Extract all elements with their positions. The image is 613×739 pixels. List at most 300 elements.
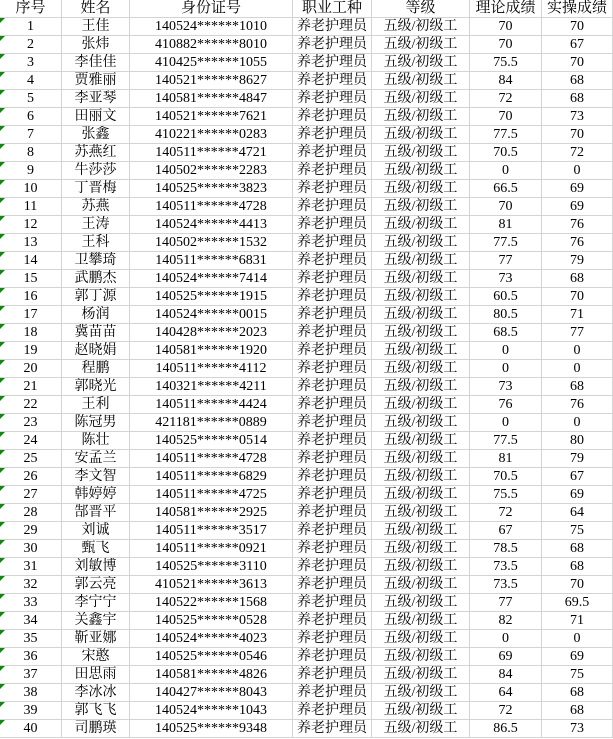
cell-seq[interactable]: 35 <box>0 630 62 648</box>
cell-seq[interactable]: 8 <box>0 144 62 162</box>
cell-seq[interactable]: 25 <box>0 450 62 468</box>
cell-seq[interactable]: 6 <box>0 108 62 126</box>
header-id-number[interactable]: 身份证号 <box>130 0 293 18</box>
cell-occupation[interactable]: 养老护理员 <box>293 252 372 270</box>
cell-occupation[interactable]: 养老护理员 <box>293 666 372 684</box>
cell-seq[interactable]: 1 <box>0 18 62 36</box>
cell-id-number[interactable]: 140524******4413 <box>130 216 293 234</box>
cell-name[interactable]: 李佳佳 <box>62 54 130 72</box>
cell-seq[interactable]: 7 <box>0 126 62 144</box>
cell-name[interactable]: 李亚琴 <box>62 90 130 108</box>
cell-name[interactable]: 卫攀琦 <box>62 252 130 270</box>
cell-theory-score[interactable]: 81 <box>470 216 542 234</box>
cell-id-number[interactable]: 421181******0889 <box>130 414 293 432</box>
cell-seq[interactable]: 39 <box>0 702 62 720</box>
cell-occupation[interactable]: 养老护理员 <box>293 630 372 648</box>
cell-seq[interactable]: 4 <box>0 72 62 90</box>
cell-practical-score[interactable]: 77 <box>542 324 613 342</box>
cell-seq[interactable]: 19 <box>0 342 62 360</box>
cell-level[interactable]: 五级/初级工 <box>372 198 470 216</box>
cell-level[interactable]: 五级/初级工 <box>372 414 470 432</box>
cell-practical-score[interactable]: 0 <box>542 360 613 378</box>
cell-id-number[interactable]: 410221******0283 <box>130 126 293 144</box>
cell-practical-score[interactable]: 0 <box>542 162 613 180</box>
cell-level[interactable]: 五级/初级工 <box>372 576 470 594</box>
cell-level[interactable]: 五级/初级工 <box>372 180 470 198</box>
cell-name[interactable]: 程鹏 <box>62 360 130 378</box>
cell-theory-score[interactable]: 69 <box>470 648 542 666</box>
cell-occupation[interactable]: 养老护理员 <box>293 576 372 594</box>
cell-id-number[interactable]: 140525******0546 <box>130 648 293 666</box>
cell-occupation[interactable]: 养老护理员 <box>293 378 372 396</box>
cell-name[interactable]: 陈壮 <box>62 432 130 450</box>
cell-seq[interactable]: 24 <box>0 432 62 450</box>
cell-level[interactable]: 五级/初级工 <box>372 558 470 576</box>
cell-seq[interactable]: 31 <box>0 558 62 576</box>
header-name[interactable]: 姓名 <box>62 0 130 18</box>
cell-level[interactable]: 五级/初级工 <box>372 648 470 666</box>
cell-seq[interactable]: 22 <box>0 396 62 414</box>
cell-practical-score[interactable]: 69 <box>542 198 613 216</box>
cell-name[interactable]: 冀苗苗 <box>62 324 130 342</box>
cell-practical-score[interactable]: 73 <box>542 720 613 738</box>
cell-level[interactable]: 五级/初级工 <box>372 54 470 72</box>
cell-theory-score[interactable]: 60.5 <box>470 288 542 306</box>
cell-practical-score[interactable]: 79 <box>542 450 613 468</box>
cell-name[interactable]: 王涛 <box>62 216 130 234</box>
cell-practical-score[interactable]: 68 <box>542 558 613 576</box>
cell-occupation[interactable]: 养老护理员 <box>293 144 372 162</box>
cell-name[interactable]: 李宁宁 <box>62 594 130 612</box>
cell-occupation[interactable]: 养老护理员 <box>293 486 372 504</box>
cell-practical-score[interactable]: 68 <box>542 90 613 108</box>
cell-id-number[interactable]: 140581******2925 <box>130 504 293 522</box>
cell-level[interactable]: 五级/初级工 <box>372 522 470 540</box>
header-level[interactable]: 等级 <box>372 0 470 18</box>
cell-level[interactable]: 五级/初级工 <box>372 162 470 180</box>
cell-level[interactable]: 五级/初级工 <box>372 468 470 486</box>
cell-practical-score[interactable]: 76 <box>542 234 613 252</box>
cell-level[interactable]: 五级/初级工 <box>372 504 470 522</box>
cell-level[interactable]: 五级/初级工 <box>372 324 470 342</box>
cell-name[interactable]: 郭晓光 <box>62 378 130 396</box>
cell-id-number[interactable]: 140525******0528 <box>130 612 293 630</box>
cell-level[interactable]: 五级/初级工 <box>372 450 470 468</box>
cell-theory-score[interactable]: 77.5 <box>470 432 542 450</box>
cell-level[interactable]: 五级/初级工 <box>372 432 470 450</box>
cell-practical-score[interactable]: 75 <box>542 666 613 684</box>
cell-level[interactable]: 五级/初级工 <box>372 666 470 684</box>
cell-seq[interactable]: 40 <box>0 720 62 738</box>
cell-id-number[interactable]: 140524******0015 <box>130 306 293 324</box>
cell-seq[interactable]: 30 <box>0 540 62 558</box>
cell-level[interactable]: 五级/初级工 <box>372 144 470 162</box>
cell-occupation[interactable]: 养老护理员 <box>293 468 372 486</box>
cell-seq[interactable]: 17 <box>0 306 62 324</box>
cell-occupation[interactable]: 养老护理员 <box>293 504 372 522</box>
cell-practical-score[interactable]: 0 <box>542 414 613 432</box>
cell-id-number[interactable]: 140428******2023 <box>130 324 293 342</box>
cell-theory-score[interactable]: 73 <box>470 270 542 288</box>
cell-occupation[interactable]: 养老护理员 <box>293 54 372 72</box>
cell-practical-score[interactable]: 69 <box>542 180 613 198</box>
cell-practical-score[interactable]: 68 <box>542 378 613 396</box>
cell-id-number[interactable]: 140511******6829 <box>130 468 293 486</box>
cell-level[interactable]: 五级/初级工 <box>372 486 470 504</box>
cell-occupation[interactable]: 养老护理员 <box>293 72 372 90</box>
cell-occupation[interactable]: 养老护理员 <box>293 288 372 306</box>
cell-practical-score[interactable]: 0 <box>542 630 613 648</box>
cell-id-number[interactable]: 140525******0514 <box>130 432 293 450</box>
stored-as-text-indicator-icon <box>0 144 5 149</box>
cell-practical-score[interactable]: 68 <box>542 72 613 90</box>
cell-name[interactable]: 牛莎莎 <box>62 162 130 180</box>
cell-id-number[interactable]: 140511******4728 <box>130 198 293 216</box>
cell-theory-score[interactable]: 70.5 <box>470 144 542 162</box>
cell-id-number[interactable]: 140524******7414 <box>130 270 293 288</box>
stored-as-text-indicator-icon <box>0 540 5 545</box>
cell-id-number[interactable]: 410425******1055 <box>130 54 293 72</box>
cell-practical-score[interactable]: 69.5 <box>542 594 613 612</box>
cell-theory-score[interactable]: 72 <box>470 90 542 108</box>
cell-practical-score[interactable]: 68 <box>542 270 613 288</box>
cell-practical-score[interactable]: 72 <box>542 144 613 162</box>
cell-occupation[interactable]: 养老护理员 <box>293 522 372 540</box>
stored-as-text-indicator-icon <box>0 702 5 707</box>
cell-theory-score[interactable]: 77.5 <box>470 234 542 252</box>
stored-as-text-indicator-icon <box>0 576 5 581</box>
cell-id-number[interactable]: 140427******8043 <box>130 684 293 702</box>
cell-name[interactable]: 苏燕红 <box>62 144 130 162</box>
cell-seq[interactable]: 33 <box>0 594 62 612</box>
cell-occupation[interactable]: 养老护理员 <box>293 234 372 252</box>
cell-name[interactable]: 宋憨 <box>62 648 130 666</box>
cell-name[interactable]: 丁晋梅 <box>62 180 130 198</box>
cell-name[interactable]: 武鹏杰 <box>62 270 130 288</box>
cell-occupation[interactable]: 养老护理员 <box>293 162 372 180</box>
cell-level[interactable]: 五级/初级工 <box>372 306 470 324</box>
cell-name[interactable]: 杨润 <box>62 306 130 324</box>
cell-name[interactable]: 郜晋平 <box>62 504 130 522</box>
cell-id-number[interactable]: 140525******3823 <box>130 180 293 198</box>
cell-name[interactable]: 贾雅丽 <box>62 72 130 90</box>
cell-seq[interactable]: 10 <box>0 180 62 198</box>
cell-id-number[interactable]: 140511******0921 <box>130 540 293 558</box>
cell-name[interactable]: 刘敏博 <box>62 558 130 576</box>
cell-occupation[interactable]: 养老护理员 <box>293 720 372 738</box>
cell-level[interactable]: 五级/初级工 <box>372 18 470 36</box>
cell-theory-score[interactable]: 82 <box>470 612 542 630</box>
cell-seq[interactable]: 29 <box>0 522 62 540</box>
cell-name[interactable]: 司鹏瑛 <box>62 720 130 738</box>
cell-theory-score[interactable]: 73 <box>470 378 542 396</box>
cell-level[interactable]: 五级/初级工 <box>372 288 470 306</box>
cell-theory-score[interactable]: 76 <box>470 396 542 414</box>
cell-theory-score[interactable]: 84 <box>470 666 542 684</box>
cell-theory-score[interactable]: 75.5 <box>470 54 542 72</box>
cell-seq[interactable]: 20 <box>0 360 62 378</box>
cell-seq[interactable]: 18 <box>0 324 62 342</box>
cell-theory-score[interactable]: 86.5 <box>470 720 542 738</box>
cell-seq[interactable]: 23 <box>0 414 62 432</box>
cell-theory-score[interactable]: 70 <box>470 108 542 126</box>
cell-id-number[interactable]: 140511******4725 <box>130 486 293 504</box>
cell-seq[interactable]: 36 <box>0 648 62 666</box>
cell-occupation[interactable]: 养老护理员 <box>293 270 372 288</box>
cell-seq[interactable]: 34 <box>0 612 62 630</box>
cell-theory-score[interactable]: 73.5 <box>470 576 542 594</box>
cell-name[interactable]: 关鑫宇 <box>62 612 130 630</box>
cell-id-number[interactable]: 140511******4112 <box>130 360 293 378</box>
cell-level[interactable]: 五级/初级工 <box>372 234 470 252</box>
cell-name[interactable]: 刘诚 <box>62 522 130 540</box>
cell-practical-score[interactable]: 69 <box>542 486 613 504</box>
cell-occupation[interactable]: 养老护理员 <box>293 414 372 432</box>
cell-name[interactable]: 靳亚娜 <box>62 630 130 648</box>
cell-seq[interactable]: 28 <box>0 504 62 522</box>
cell-occupation[interactable]: 养老护理员 <box>293 18 372 36</box>
cell-id-number[interactable]: 140521******8627 <box>130 72 293 90</box>
cell-practical-score[interactable]: 80 <box>542 432 613 450</box>
cell-practical-score[interactable]: 69 <box>542 648 613 666</box>
cell-seq[interactable]: 12 <box>0 216 62 234</box>
cell-seq[interactable]: 26 <box>0 468 62 486</box>
stored-as-text-indicator-icon <box>0 432 5 437</box>
cell-id-number[interactable]: 140524******1010 <box>130 18 293 36</box>
cell-practical-score[interactable]: 68 <box>542 540 613 558</box>
cell-practical-score[interactable]: 75 <box>542 522 613 540</box>
cell-occupation[interactable]: 养老护理员 <box>293 108 372 126</box>
cell-theory-score[interactable]: 75.5 <box>470 486 542 504</box>
cell-level[interactable]: 五级/初级工 <box>372 612 470 630</box>
cell-occupation[interactable]: 养老护理员 <box>293 396 372 414</box>
cell-id-number[interactable]: 140511******4728 <box>130 450 293 468</box>
cell-practical-score[interactable]: 68 <box>542 684 613 702</box>
cell-practical-score[interactable]: 70 <box>542 288 613 306</box>
cell-theory-score[interactable]: 67 <box>470 522 542 540</box>
cell-practical-score[interactable]: 71 <box>542 306 613 324</box>
cell-level[interactable]: 五级/初级工 <box>372 378 470 396</box>
cell-level[interactable]: 五级/初级工 <box>372 684 470 702</box>
cell-name[interactable]: 张鑫 <box>62 126 130 144</box>
stored-as-text-indicator-icon <box>0 126 5 131</box>
cell-level[interactable]: 五级/初级工 <box>372 720 470 738</box>
cell-level[interactable]: 五级/初级工 <box>372 342 470 360</box>
cell-name[interactable]: 田思雨 <box>62 666 130 684</box>
cell-name[interactable]: 苏燕 <box>62 198 130 216</box>
cell-id-number[interactable]: 140511******3517 <box>130 522 293 540</box>
cell-level[interactable]: 五级/初级工 <box>372 630 470 648</box>
cell-occupation[interactable]: 养老护理员 <box>293 216 372 234</box>
cell-practical-score[interactable]: 70 <box>542 18 613 36</box>
stored-as-text-indicator-icon <box>0 558 5 563</box>
cell-occupation[interactable]: 养老护理员 <box>293 360 372 378</box>
cell-id-number[interactable]: 140521******7621 <box>130 108 293 126</box>
cell-theory-score[interactable]: 68.5 <box>470 324 542 342</box>
cell-theory-score[interactable]: 80.5 <box>470 306 542 324</box>
cell-theory-score[interactable]: 0 <box>470 630 542 648</box>
cell-seq[interactable]: 2 <box>0 36 62 54</box>
cell-seq[interactable]: 32 <box>0 576 62 594</box>
cell-seq[interactable]: 37 <box>0 666 62 684</box>
cell-occupation[interactable]: 养老护理员 <box>293 126 372 144</box>
cell-name[interactable]: 王利 <box>62 396 130 414</box>
cell-practical-score[interactable]: 76 <box>542 396 613 414</box>
cell-id-number[interactable]: 410521******3613 <box>130 576 293 594</box>
cell-theory-score[interactable]: 78.5 <box>470 540 542 558</box>
cell-theory-score[interactable]: 73.5 <box>470 558 542 576</box>
header-practical-score[interactable]: 实操成绩 <box>542 0 613 18</box>
cell-id-number[interactable]: 140525******3110 <box>130 558 293 576</box>
cell-occupation[interactable]: 养老护理员 <box>293 594 372 612</box>
cell-seq[interactable]: 9 <box>0 162 62 180</box>
cell-level[interactable]: 五级/初级工 <box>372 270 470 288</box>
cell-occupation[interactable]: 养老护理员 <box>293 558 372 576</box>
header-theory-score[interactable]: 理论成绩 <box>470 0 542 18</box>
cell-name[interactable]: 陈冠男 <box>62 414 130 432</box>
cell-id-number[interactable]: 140581******4847 <box>130 90 293 108</box>
cell-occupation[interactable]: 养老护理员 <box>293 450 372 468</box>
cell-name[interactable]: 赵晓娟 <box>62 342 130 360</box>
stored-as-text-indicator-icon <box>0 90 5 95</box>
cell-theory-score[interactable]: 72 <box>470 702 542 720</box>
cell-theory-score[interactable]: 0 <box>470 162 542 180</box>
cell-theory-score[interactable]: 70.5 <box>470 468 542 486</box>
cell-practical-score[interactable]: 73 <box>542 108 613 126</box>
stored-as-text-indicator-icon <box>0 18 5 23</box>
stored-as-text-indicator-icon <box>0 36 5 41</box>
cell-id-number[interactable]: 140502******2283 <box>130 162 293 180</box>
cell-seq[interactable]: 21 <box>0 378 62 396</box>
cell-theory-score[interactable]: 77 <box>470 252 542 270</box>
cell-id-number[interactable]: 140511******4424 <box>130 396 293 414</box>
cell-occupation[interactable]: 养老护理员 <box>293 306 372 324</box>
cell-theory-score[interactable]: 81 <box>470 450 542 468</box>
header-seq[interactable]: 序号 <box>0 0 62 18</box>
cell-name[interactable]: 田丽文 <box>62 108 130 126</box>
cell-occupation[interactable]: 养老护理员 <box>293 180 372 198</box>
cell-occupation[interactable]: 养老护理员 <box>293 540 372 558</box>
cell-name[interactable]: 郭丁源 <box>62 288 130 306</box>
cell-id-number[interactable]: 140511******4721 <box>130 144 293 162</box>
stored-as-text-indicator-icon <box>0 162 5 167</box>
cell-level[interactable]: 五级/初级工 <box>372 594 470 612</box>
cell-occupation[interactable]: 养老护理员 <box>293 612 372 630</box>
cell-practical-score[interactable]: 76 <box>542 216 613 234</box>
cell-id-number[interactable]: 140581******4826 <box>130 666 293 684</box>
cell-level[interactable]: 五级/初级工 <box>372 216 470 234</box>
cell-theory-score[interactable]: 70 <box>470 18 542 36</box>
cell-level[interactable]: 五级/初级工 <box>372 360 470 378</box>
cell-practical-score[interactable]: 71 <box>542 612 613 630</box>
cell-id-number[interactable]: 140522******1568 <box>130 594 293 612</box>
cell-occupation[interactable]: 养老护理员 <box>293 324 372 342</box>
cell-level[interactable]: 五级/初级工 <box>372 72 470 90</box>
cell-theory-score[interactable]: 0 <box>470 414 542 432</box>
cell-id-number[interactable]: 140502******1532 <box>130 234 293 252</box>
cell-name[interactable]: 韩婷婷 <box>62 486 130 504</box>
cell-theory-score[interactable]: 70 <box>470 36 542 54</box>
cell-seq[interactable]: 11 <box>0 198 62 216</box>
cell-level[interactable]: 五级/初级工 <box>372 702 470 720</box>
cell-theory-score[interactable]: 77 <box>470 594 542 612</box>
cell-theory-score[interactable]: 0 <box>470 360 542 378</box>
stored-as-text-indicator-icon <box>0 72 5 77</box>
cell-practical-score[interactable]: 79 <box>542 252 613 270</box>
cell-seq[interactable]: 13 <box>0 234 62 252</box>
cell-practical-score[interactable]: 0 <box>542 342 613 360</box>
cell-theory-score[interactable]: 0 <box>470 342 542 360</box>
cell-name[interactable]: 王科 <box>62 234 130 252</box>
cell-practical-score[interactable]: 64 <box>542 504 613 522</box>
cell-name[interactable]: 王佳 <box>62 18 130 36</box>
cell-name[interactable]: 安孟兰 <box>62 450 130 468</box>
cell-name[interactable]: 李冰冰 <box>62 684 130 702</box>
cell-practical-score[interactable]: 67 <box>542 36 613 54</box>
cell-theory-score[interactable]: 64 <box>470 684 542 702</box>
cell-theory-score[interactable]: 84 <box>470 72 542 90</box>
cell-practical-score[interactable]: 70 <box>542 576 613 594</box>
cell-level[interactable]: 五级/初级工 <box>372 108 470 126</box>
cell-seq[interactable]: 16 <box>0 288 62 306</box>
cell-theory-score[interactable]: 66.5 <box>470 180 542 198</box>
cell-level[interactable]: 五级/初级工 <box>372 252 470 270</box>
cell-id-number[interactable]: 140321******4211 <box>130 378 293 396</box>
cell-occupation[interactable]: 养老护理员 <box>293 648 372 666</box>
cell-occupation[interactable]: 养老护理员 <box>293 702 372 720</box>
cell-theory-score[interactable]: 77.5 <box>470 126 542 144</box>
cell-seq[interactable]: 38 <box>0 684 62 702</box>
cell-name[interactable]: 郭飞飞 <box>62 702 130 720</box>
cell-occupation[interactable]: 养老护理员 <box>293 198 372 216</box>
cell-seq[interactable]: 14 <box>0 252 62 270</box>
cell-level[interactable]: 五级/初级工 <box>372 540 470 558</box>
cell-level[interactable]: 五级/初级工 <box>372 90 470 108</box>
cell-id-number[interactable]: 140524******1043 <box>130 702 293 720</box>
cell-id-number[interactable]: 410882******8010 <box>130 36 293 54</box>
cell-id-number[interactable]: 140525******1915 <box>130 288 293 306</box>
cell-level[interactable]: 五级/初级工 <box>372 396 470 414</box>
cell-level[interactable]: 五级/初级工 <box>372 126 470 144</box>
cell-theory-score[interactable]: 70 <box>470 198 542 216</box>
cell-seq[interactable]: 5 <box>0 90 62 108</box>
cell-practical-score[interactable]: 68 <box>542 702 613 720</box>
cell-name[interactable]: 张炜 <box>62 36 130 54</box>
cell-occupation[interactable]: 养老护理员 <box>293 684 372 702</box>
cell-seq[interactable]: 15 <box>0 270 62 288</box>
cell-occupation[interactable]: 养老护理员 <box>293 342 372 360</box>
cell-practical-score[interactable]: 70 <box>542 126 613 144</box>
cell-name[interactable]: 甄飞 <box>62 540 130 558</box>
cell-id-number[interactable]: 140581******1920 <box>130 342 293 360</box>
cell-practical-score[interactable]: 67 <box>542 468 613 486</box>
cell-id-number[interactable]: 140525******9348 <box>130 720 293 738</box>
cell-name[interactable]: 李文智 <box>62 468 130 486</box>
header-occupation[interactable]: 职业工种 <box>293 0 372 18</box>
cell-level[interactable]: 五级/初级工 <box>372 36 470 54</box>
cell-theory-score[interactable]: 72 <box>470 504 542 522</box>
cell-occupation[interactable]: 养老护理员 <box>293 432 372 450</box>
cell-occupation[interactable]: 养老护理员 <box>293 90 372 108</box>
stored-as-text-indicator-icon <box>0 612 5 617</box>
cell-occupation[interactable]: 养老护理员 <box>293 36 372 54</box>
cell-seq[interactable]: 27 <box>0 486 62 504</box>
cell-practical-score[interactable]: 70 <box>542 54 613 72</box>
cell-id-number[interactable]: 140511******6831 <box>130 252 293 270</box>
cell-name[interactable]: 郭云亮 <box>62 576 130 594</box>
cell-id-number[interactable]: 140524******4023 <box>130 630 293 648</box>
cell-seq[interactable]: 3 <box>0 54 62 72</box>
